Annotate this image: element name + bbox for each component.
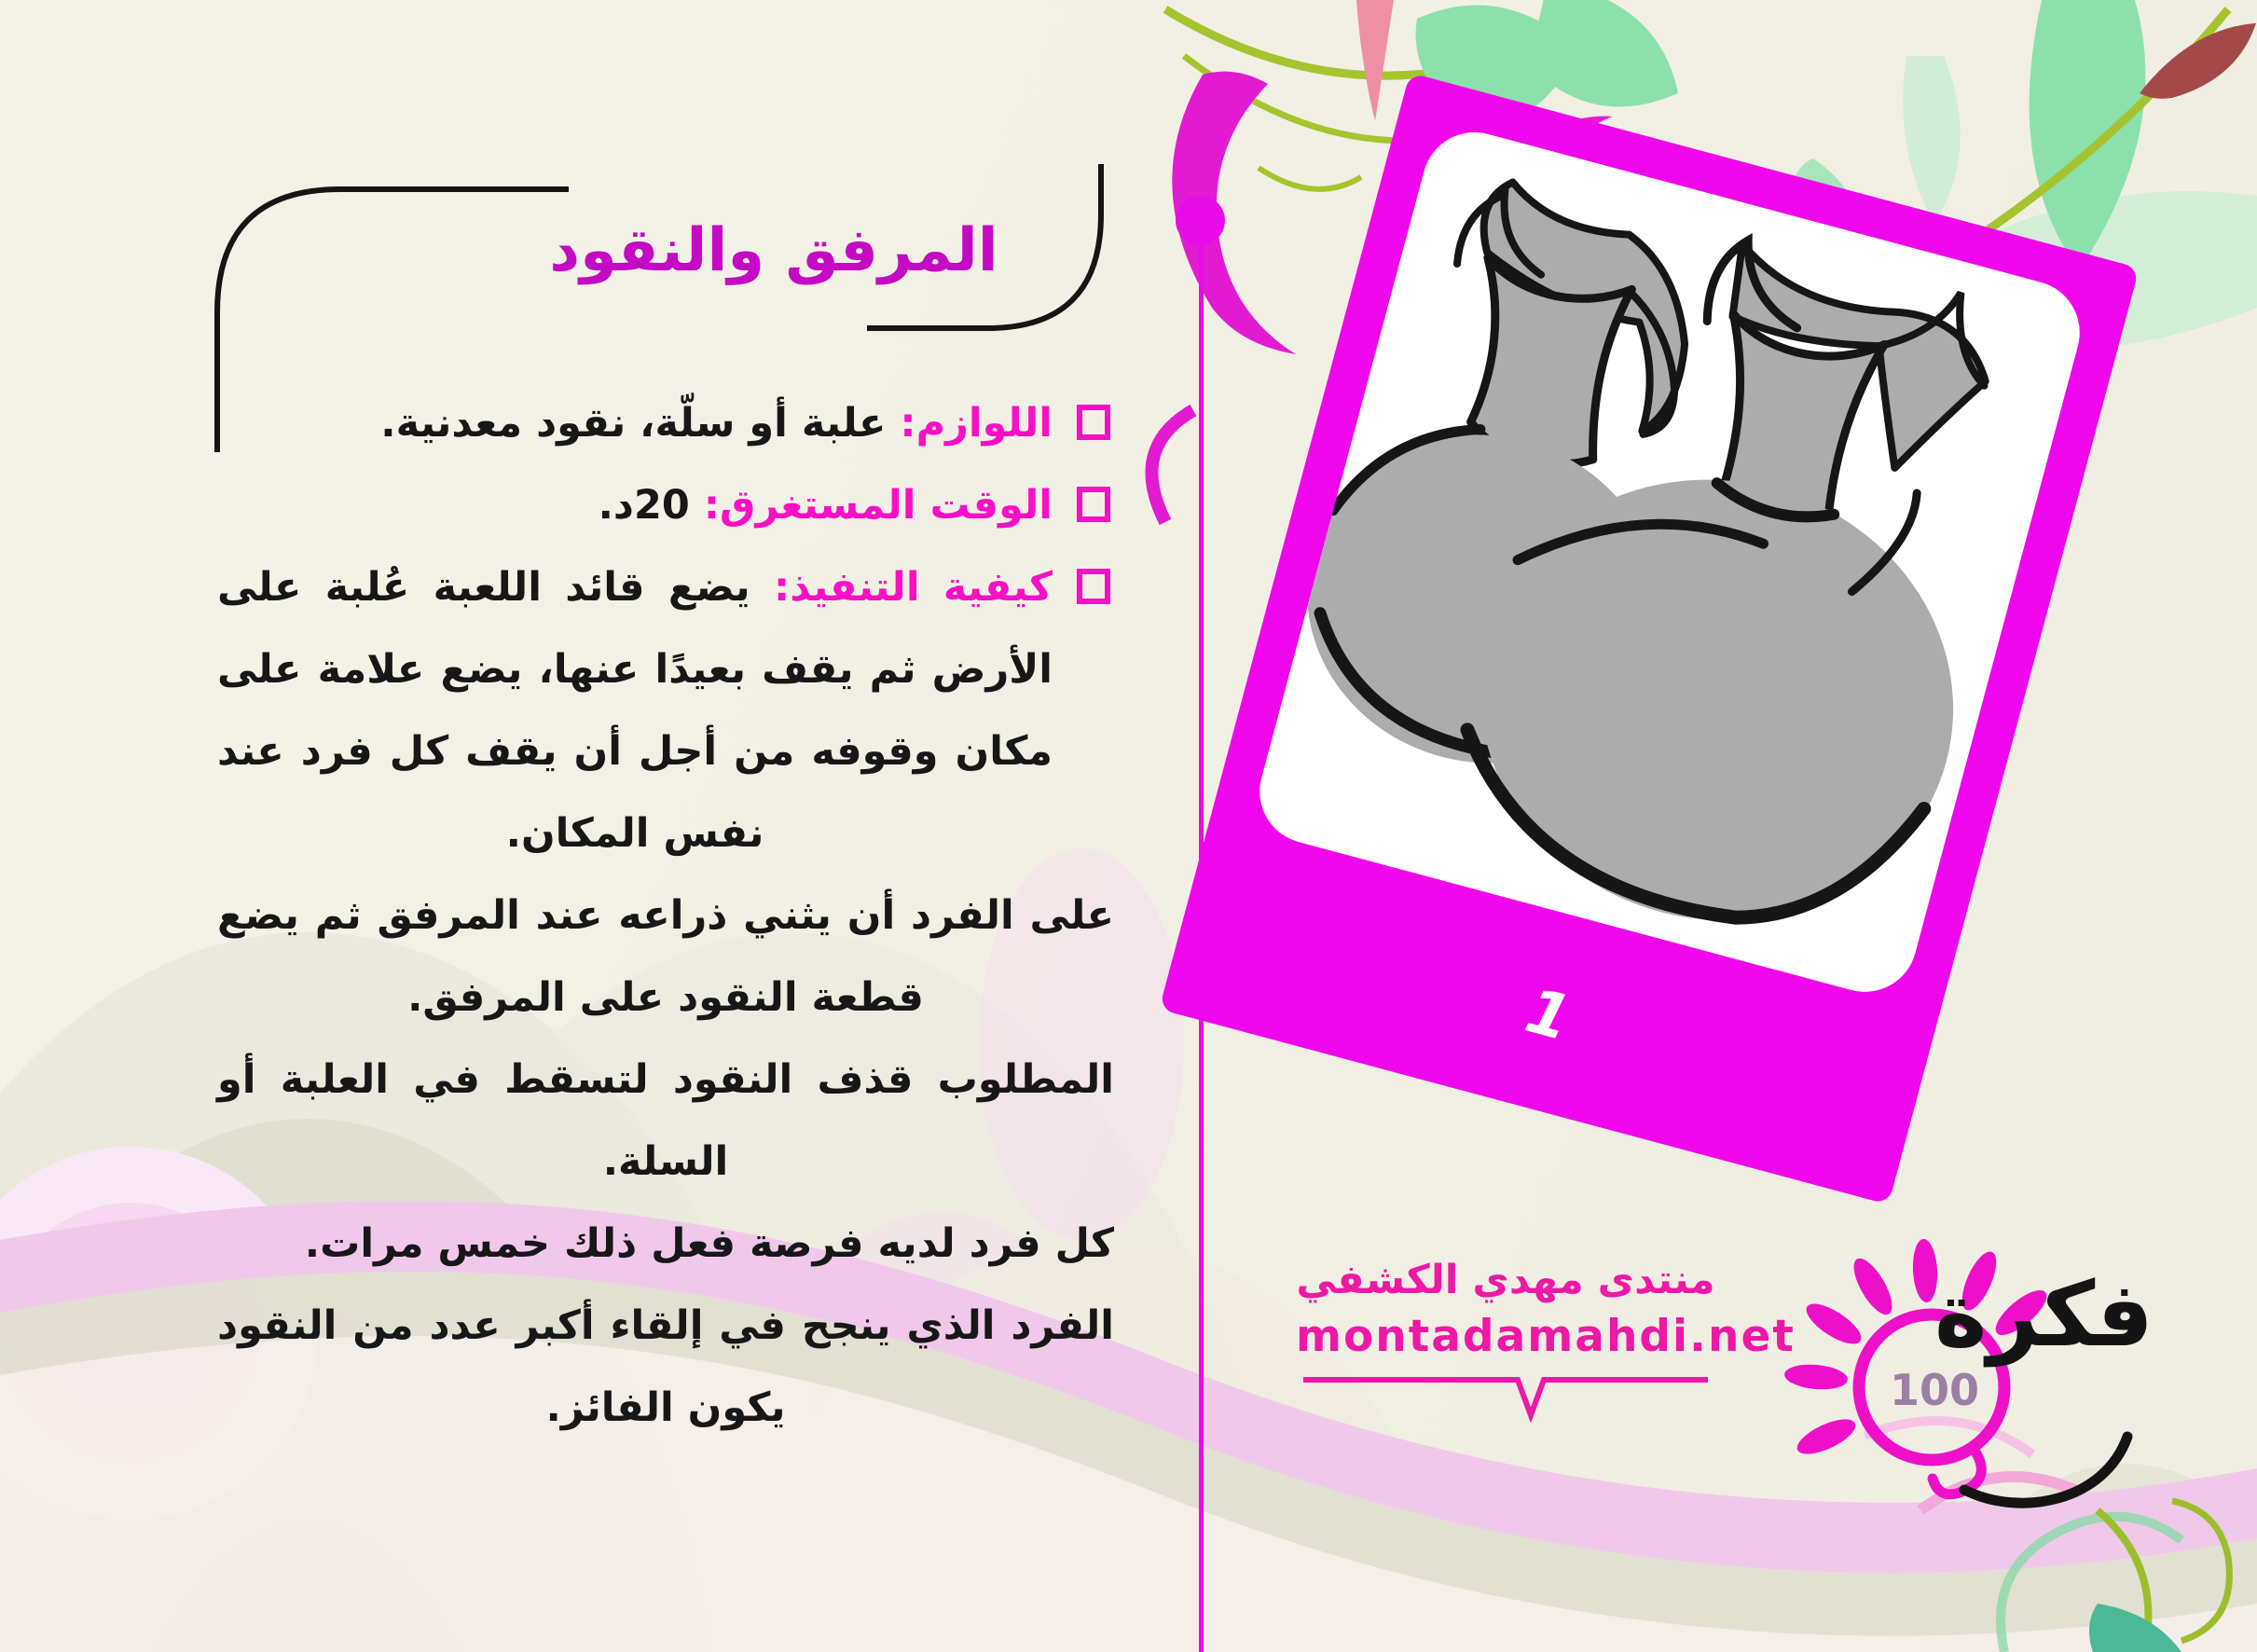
item-label: الوقت المستغرق:	[703, 482, 1053, 529]
item-text: 20د.	[598, 482, 690, 529]
bullet-square-icon	[1077, 487, 1110, 522]
item-text: علبة أو سلّة، نقود معدنية.	[380, 400, 887, 447]
item-label: كيفية التنفيذ:	[774, 564, 1053, 611]
paragraph: كل فرد لديه فرصة فعل ذلك خمس مرات.	[304, 1220, 1114, 1267]
paragraph: على الفرد أن يثني ذراعه عند المرفق ثم يضع قطعة النقود على المرفق.	[217, 892, 1114, 1021]
activity-card-box	[1159, 73, 2139, 1205]
bullet-square-icon	[1077, 569, 1110, 604]
logo-wordmark: فكرة	[1934, 1262, 2154, 1367]
fikra-logo	[1782, 1227, 2154, 1553]
body-text-column	[217, 382, 1114, 1449]
card-illustration-frame	[1247, 120, 2091, 1003]
paragraph: الفرد الذي ينجح في إلقاء أكبر عدد من النقود يكون الفائز.	[217, 1302, 1114, 1431]
bullet-item-howto	[217, 546, 1114, 874]
url-underline-with-tail	[1296, 1369, 1715, 1425]
bullet-item-duration	[217, 464, 1114, 546]
bullet-item-supplies	[217, 382, 1114, 464]
site-name: منتدى مهدي الكشفي	[1296, 1257, 1715, 1303]
bullet-square-icon	[1077, 405, 1110, 440]
item-label: اللوازم:	[900, 400, 1053, 447]
magenta-card	[1159, 73, 2140, 1205]
item-text: يضع قائد اللعبة عُلبة على الأرض ثم يقف بعيدًا عنها، يضع علامة على مكان وقوفه من أجل أن يقف كل فرد عند نفس المكان.	[217, 564, 1053, 857]
card-number: 1	[1518, 974, 1578, 1055]
page-title: المرفق والنقود	[549, 216, 998, 285]
site-url-link[interactable]: montadamahdi.net	[1296, 1311, 1796, 1362]
paragraph: المطلوب قذف النقود لتسقط في العلبة أو السلة.	[217, 1056, 1114, 1185]
money-bags-illustration	[1247, 120, 2091, 1003]
logo-count: 100	[1889, 1365, 1980, 1415]
